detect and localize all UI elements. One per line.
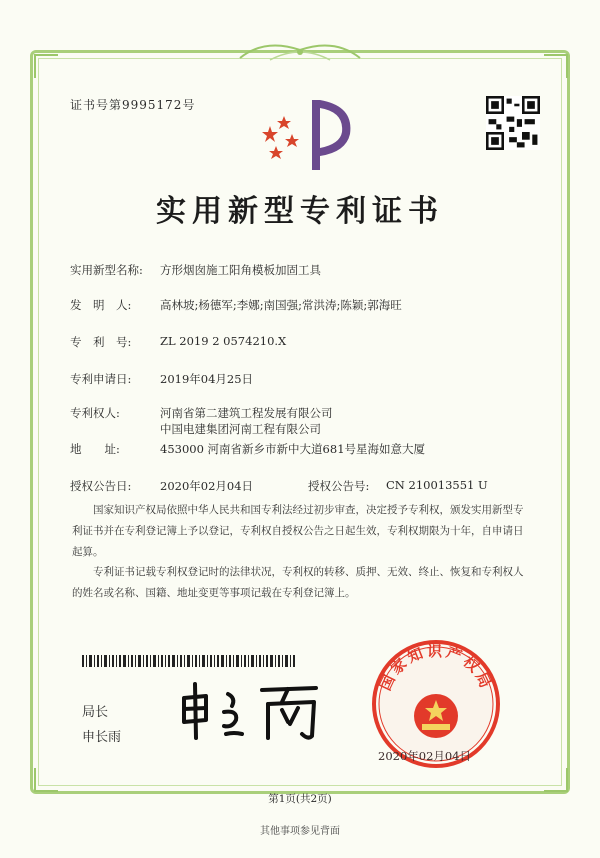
field-filing-date bbox=[70, 371, 254, 387]
barcode-icon bbox=[82, 655, 296, 667]
officer-name: 申长雨 bbox=[82, 730, 122, 745]
field-label: 授权公告日: bbox=[70, 479, 132, 493]
legal-status-statement: 专利证书记载专利权登记时的法律状况，专利权的转移、质押、无效、终止、恢复和专利权人的姓名或名称、国籍、地址变更等事项记载在专利登记簿上。 bbox=[72, 566, 524, 599]
cnipa-emblem-icon bbox=[262, 94, 358, 174]
qr-code-icon bbox=[486, 96, 540, 150]
field-value: 河南省第二建筑工程发展有限公司 bbox=[160, 406, 333, 420]
field-label: 实用新型名称: bbox=[70, 263, 143, 277]
field-value: 2020年02月04日 bbox=[160, 479, 254, 493]
officer-title: 局长 bbox=[82, 705, 109, 720]
field-label: 发 明 人: bbox=[70, 298, 132, 312]
svg-text:国家知识产权局: 国家知识产权局 bbox=[376, 642, 496, 694]
field-value: 方形烟囱施工阳角模板加固工具 bbox=[160, 263, 321, 277]
field-value: ZL 2019 2 0574210.X bbox=[160, 334, 287, 348]
handwritten-signature-icon bbox=[176, 676, 326, 746]
certificate-title: 实用新型专利证书 bbox=[156, 194, 444, 229]
field-value: 高林坡;杨德军;李娜;南国强;常洪涛;陈颖;郭海旺 bbox=[160, 298, 402, 312]
seal-date: 2020年02月04日 bbox=[378, 749, 472, 763]
field-patentee bbox=[70, 405, 333, 421]
corner-ornament bbox=[34, 768, 58, 792]
field-value: CN 210013551 U bbox=[386, 478, 488, 492]
field-label: 授权公告号: bbox=[308, 479, 370, 493]
field-value: 中国电建集团河南工程有限公司 bbox=[160, 422, 321, 436]
field-label: 专利申请日: bbox=[70, 372, 132, 386]
field-label: 专利权人: bbox=[70, 406, 120, 420]
field-grant-date bbox=[70, 478, 254, 494]
field-value: 453000 河南省新乡市新中大道681号星海如意大厦 bbox=[160, 442, 426, 456]
footer-note: 其他事项参见背面 bbox=[260, 826, 340, 837]
corner-ornament bbox=[544, 768, 568, 792]
certificate-number: 证书号第9995172号 bbox=[70, 98, 196, 112]
top-ornament-icon bbox=[230, 36, 370, 66]
field-inventors bbox=[70, 297, 402, 313]
grant-statement: 国家知识产权局依照中华人民共和国专利法经过初步审查，决定授予专利权，颁发实用新型专利证书并在专利登记簿上予以登记，专利权自授权公告之日起生效，专利权期限为十年，自申请日起算。 bbox=[72, 504, 524, 558]
field-label: 地 址: bbox=[70, 442, 120, 456]
field-label: 专 利 号: bbox=[70, 335, 132, 349]
corner-ornament bbox=[544, 54, 568, 78]
corner-ornament bbox=[34, 54, 58, 78]
field-grant-number bbox=[308, 478, 488, 494]
field-patent-number bbox=[70, 334, 287, 350]
field-value: 2019年04月25日 bbox=[160, 372, 254, 386]
field-utility-model-name bbox=[70, 262, 321, 278]
page-number: 第1页(共2页) bbox=[268, 793, 332, 805]
field-address bbox=[70, 441, 426, 457]
